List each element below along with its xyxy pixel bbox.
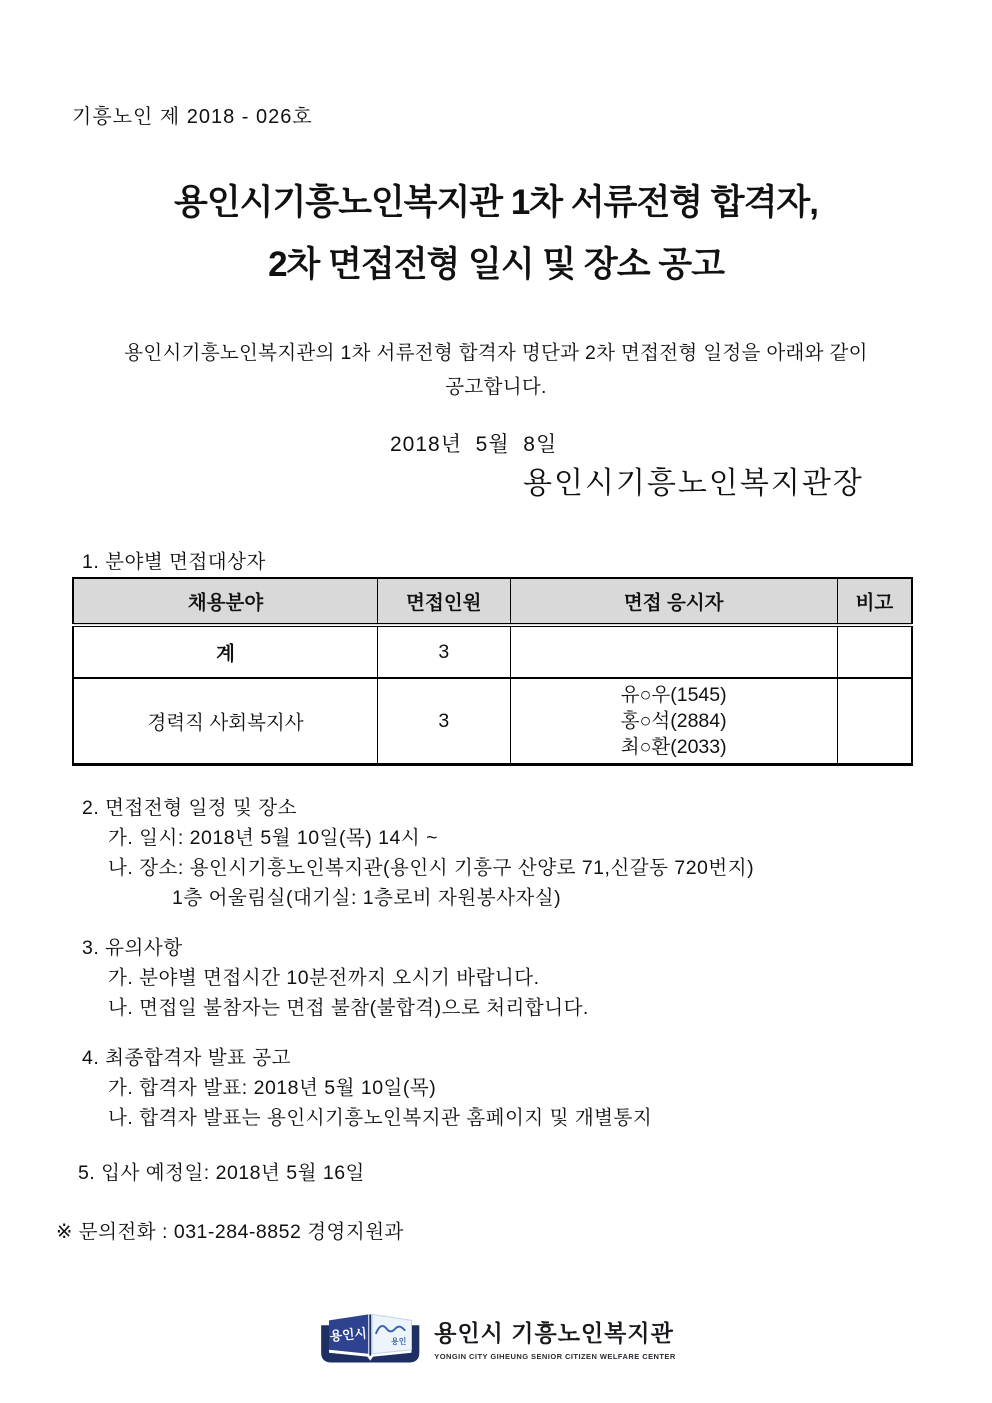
section2-heading: 2. 면접전형 일정 및 장소 <box>82 797 297 819</box>
organization-name-block <box>434 1315 676 1361</box>
applicant-name: 최○환(2033) <box>620 736 727 758</box>
section4-item-announce-date: 가. 합격자 발표: 2018년 5월 10일(목) <box>108 1077 437 1099</box>
organization-logo <box>316 1302 676 1374</box>
total-applicants-cell <box>510 625 837 678</box>
table-row <box>73 678 912 765</box>
document-title-line1: 용인시기흥노인복지관 1차 서류전형 합격자, <box>174 183 818 222</box>
section2-item-place: 나. 장소: 용인시기흥노인복지관(용인시 기흥구 산양로 71,신갈동 720번지) <box>108 857 755 879</box>
section1-heading: 1. 분야별 면접대상자 <box>82 551 266 573</box>
announcement-date: 2018년 5월 8일 <box>390 433 558 456</box>
applicants-cell <box>510 678 837 765</box>
open-book-icon <box>316 1302 424 1374</box>
section3-item-arrival: 가. 분야별 면접시간 10분전까지 오시기 바랍니다. <box>108 967 540 989</box>
category-cell: 경력직 사회복지사 <box>73 678 378 765</box>
book-left-page-label: 용인시 <box>329 1325 368 1344</box>
signer-title: 용인시기흥노인복지관장 <box>523 467 864 500</box>
document-title <box>0 172 992 296</box>
total-category-cell: 계 <box>73 625 378 678</box>
table-row <box>73 625 912 678</box>
organization-name-korean: 용인시 기흥노인복지관 <box>434 1320 674 1346</box>
total-note-cell <box>837 625 912 678</box>
intro-line1: 용인시기흥노인복지관의 1차 서류전형 합격자 명단과 2차 면접전형 일정을 아래와 같이 <box>124 342 868 364</box>
section3-item-absence: 나. 면접일 불참자는 면접 불참(불합격)으로 처리합니다. <box>108 997 589 1019</box>
column-header-category: 채용분야 <box>73 578 378 625</box>
total-count-cell: 3 <box>378 625 511 678</box>
applicant-name: 유○우(1545) <box>620 684 727 706</box>
section5-heading: 5. 입사 예정일: 2018년 5월 16일 <box>78 1162 365 1184</box>
intro-line2: 공고합니다. <box>445 376 547 398</box>
interview-roster-table <box>72 577 913 766</box>
count-cell: 3 <box>378 678 511 765</box>
applicant-name: 홍○석(2884) <box>620 710 727 732</box>
section2-item-room: 1층 어울림실(대기실: 1층로비 자원봉사자실) <box>172 887 562 909</box>
section4-item-announce-method: 나. 합격자 발표는 용인시기흥노인복지관 홈페이지 및 개별통지 <box>108 1107 653 1129</box>
contact-phone-line: ※ 문의전화 : 031-284-8852 경영지원과 <box>56 1221 404 1243</box>
document-number: 기흥노인 제 2018 - 026호 <box>72 106 313 128</box>
document-title-line2: 2차 면접전형 일시 및 장소 공고 <box>268 245 724 284</box>
section4-heading: 4. 최종합격자 발표 공고 <box>82 1047 292 1069</box>
section2-item-date: 가. 일시: 2018년 5월 10일(목) 14시 ~ <box>108 827 439 849</box>
intro-paragraph <box>76 336 916 404</box>
column-header-note: 비고 <box>837 578 912 625</box>
section3-heading: 3. 유의사항 <box>82 937 183 959</box>
table-header-row <box>73 578 912 625</box>
column-header-count: 면접인원 <box>378 578 511 625</box>
column-header-applicants: 면접 응시자 <box>510 578 837 625</box>
note-cell <box>837 678 912 765</box>
organization-name-english: YONGIN CITY GIHEUNG SENIOR CITIZEN WELFARE CENTER <box>434 1352 676 1361</box>
book-right-page-slogan: 용인 <box>391 1336 407 1346</box>
